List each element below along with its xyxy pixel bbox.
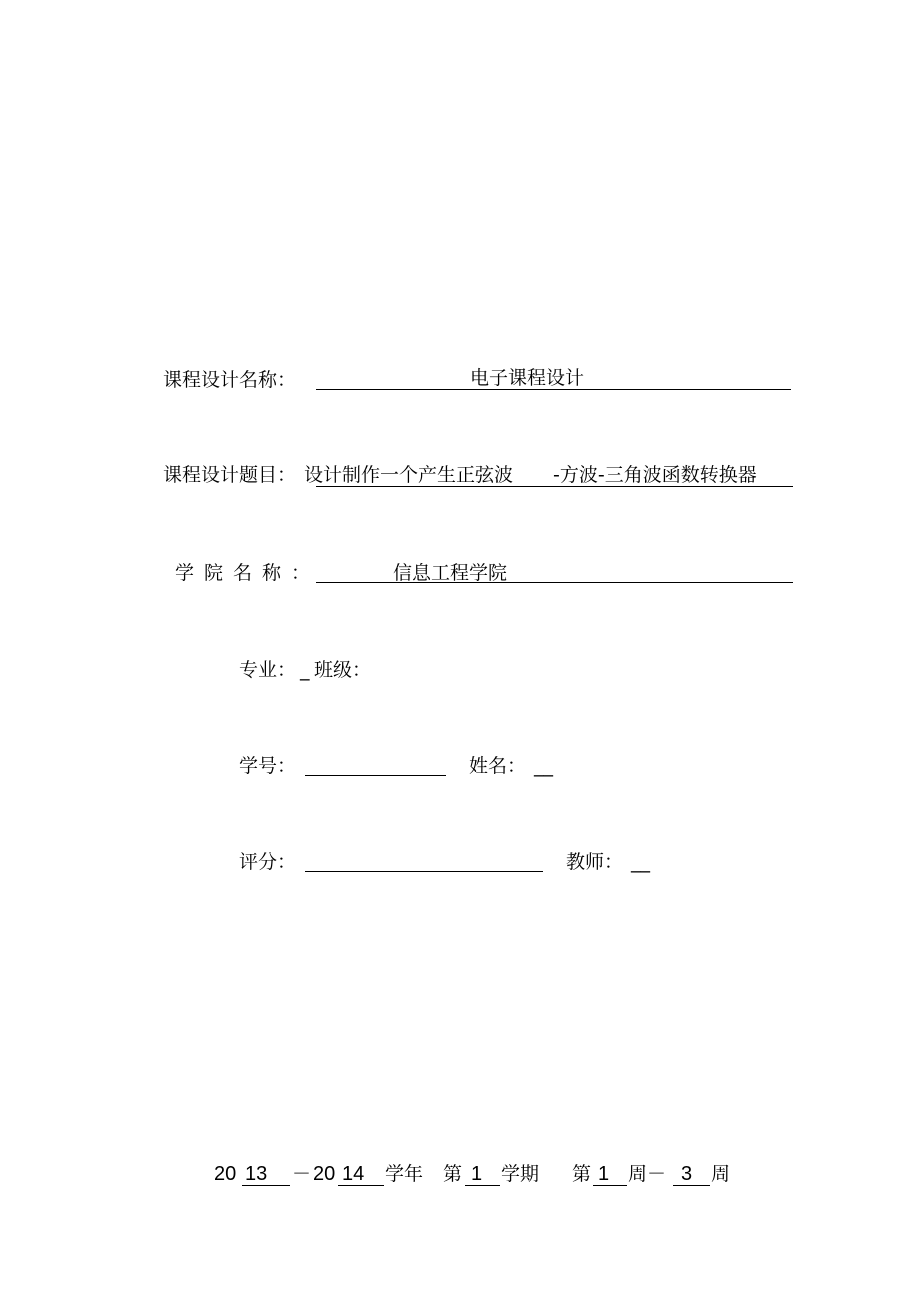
week-mid: 周－	[628, 1163, 667, 1185]
year-dash: －	[292, 1163, 312, 1185]
college-value: 信息工程学院	[393, 562, 508, 584]
week-start-underline	[593, 1185, 627, 1186]
course-name-underline	[316, 389, 791, 390]
major-label: 专业：	[239, 659, 297, 681]
semester-value: 1	[471, 1163, 483, 1185]
course-name-label: 课程设计名称：	[163, 369, 297, 391]
student-name-label: 姓名：	[469, 755, 527, 777]
course-name-value: 电子课程设计	[470, 367, 585, 389]
college-label: 学院名称：	[175, 562, 321, 584]
student-name-value: __	[534, 755, 553, 777]
semester-prefix: 第	[443, 1163, 463, 1185]
semester-underline	[465, 1185, 500, 1186]
year-prefix-1: 20	[214, 1163, 237, 1185]
student-id-label: 学号：	[239, 755, 297, 777]
major-underscore: _	[300, 659, 310, 681]
week-end-underline	[673, 1185, 710, 1186]
year-prefix-2: 20	[313, 1163, 336, 1185]
semester-label: 学期	[501, 1163, 540, 1185]
school-year-label: 学年	[385, 1163, 424, 1185]
student-id-underline	[305, 775, 446, 776]
week-start: 1	[598, 1163, 610, 1185]
week-prefix: 第	[572, 1163, 592, 1185]
course-topic-underline	[316, 486, 793, 487]
year-1: 13	[245, 1163, 268, 1185]
year-1-underline	[242, 1185, 290, 1186]
class-label: 班级：	[314, 659, 372, 681]
teacher-value: __	[631, 851, 650, 873]
course-topic-value-part2: -方波-三角波函数转换器	[553, 464, 757, 486]
year-2-underline	[338, 1185, 384, 1186]
score-underline	[305, 871, 543, 872]
year-2: 14	[342, 1163, 365, 1185]
course-topic-label: 课程设计题目：	[163, 464, 297, 486]
score-label: 评分：	[239, 851, 297, 873]
week-label: 周	[711, 1163, 731, 1185]
week-end: 3	[681, 1163, 693, 1185]
course-topic-value-part1: 设计制作一个产生正弦波	[304, 464, 514, 486]
college-underline	[316, 582, 793, 583]
teacher-label: 教师：	[566, 851, 624, 873]
